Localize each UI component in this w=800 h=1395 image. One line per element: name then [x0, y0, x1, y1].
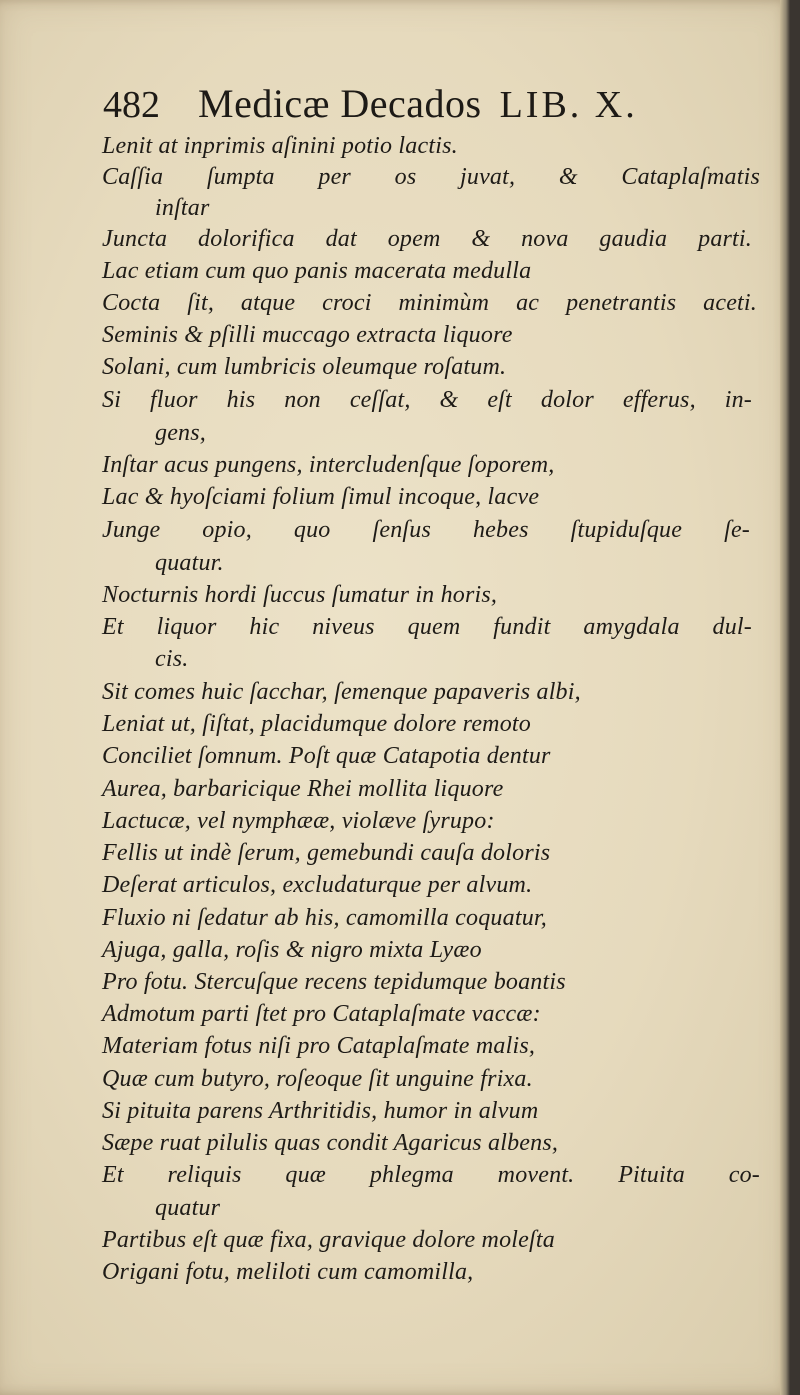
running-head	[103, 80, 638, 126]
text-line: inſtar	[155, 195, 210, 221]
text-line: Quæ cum butyro, roſeoque ſit unguine frixa.	[102, 1066, 533, 1092]
text-line: Lactucæ, vel nymphææ, violæve ſyrupo:	[102, 808, 495, 834]
text-line: Nocturnis hordi ſuccus ſumatur in horis,	[102, 582, 498, 608]
text-line: Si pituita parens Arthritidis, humor in alvum	[102, 1098, 539, 1124]
text-line: Lac & hyoſciami folium ſimul incoque, lacve	[102, 484, 540, 510]
text-line: Seminis & pſilli muccago extracta liquore	[102, 322, 513, 348]
text-line: Sit comes huic ſacchar, ſemenque papaveris albi,	[102, 679, 581, 705]
text-line: Caſſia ſumpta per os juvat, & Cataplaſmatis	[102, 164, 760, 190]
text-line: Lenit at inprimis aſinini potio lactis.	[102, 133, 458, 159]
text-line: Sæpe ruat pilulis quas condit Agaricus albens,	[102, 1130, 559, 1156]
page-edge	[780, 0, 790, 1395]
text-line: Fellis ut indè ſerum, gemebundi cauſa doloris	[102, 840, 551, 866]
text-line: Pro fotu. Stercuſque recens tepidumque boantis	[102, 969, 566, 995]
text-line: Origani fotu, meliloti cum camomilla,	[102, 1259, 474, 1285]
text-line: Et reliquis quæ phlegma movent. Pituita co-	[102, 1162, 760, 1188]
text-line: quatur	[155, 1195, 221, 1221]
text-line: Et liquor hic niveus quem fundit amygdala dul-	[102, 614, 752, 640]
text-line: gens,	[155, 420, 206, 446]
text-line: Materiam fotus niſi pro Cataplaſmate malis,	[102, 1033, 536, 1059]
text-line: Junge opio, quo ſenſus hebes ſtupiduſque ſe-	[102, 517, 750, 543]
text-line: Si fluor his non ceſſat, & eſt dolor efferus, in-	[102, 387, 752, 413]
text-line: Cocta ſit, atque croci minimùm ac penetrantis aceti.	[102, 290, 757, 316]
text-line: Inſtar acus pungens, intercludenſque ſoporem,	[102, 452, 555, 478]
book-label: LIB. X.	[499, 84, 638, 126]
text-line: Ajuga, galla, roſis & nigro mixta Lyæo	[102, 937, 482, 963]
text-line: cis.	[155, 646, 189, 672]
text-line: Partibus eſt quæ fixa, gravique dolore moleſta	[102, 1227, 555, 1253]
text-line: Juncta dolorifica dat opem & nova gaudia parti.	[102, 226, 752, 252]
text-line: Conciliet ſomnum. Poſt quæ Catapotia dentur	[102, 743, 551, 769]
text-line: Solani, cum lumbricis oleumque roſatum.	[102, 354, 507, 380]
text-line: Aurea, barbaricique Rhei mollita liquore	[102, 776, 504, 802]
running-title: Medicæ Decados	[198, 81, 482, 126]
text-line: Lac etiam cum quo panis macerata medulla	[102, 258, 532, 284]
text-line: Deſerat articulos, excludaturque per alvum.	[102, 872, 533, 898]
text-line: Admotum parti ſtet pro Cataplaſmate vaccæ:	[102, 1001, 541, 1027]
text-line: Fluxio ni ſedatur ab his, camomilla coquatur,	[102, 905, 547, 931]
text-line: Leniat ut, ſiſtat, placidumque dolore remoto	[102, 711, 531, 737]
page-number: 482	[103, 84, 160, 126]
text-line: quatur.	[155, 550, 224, 576]
